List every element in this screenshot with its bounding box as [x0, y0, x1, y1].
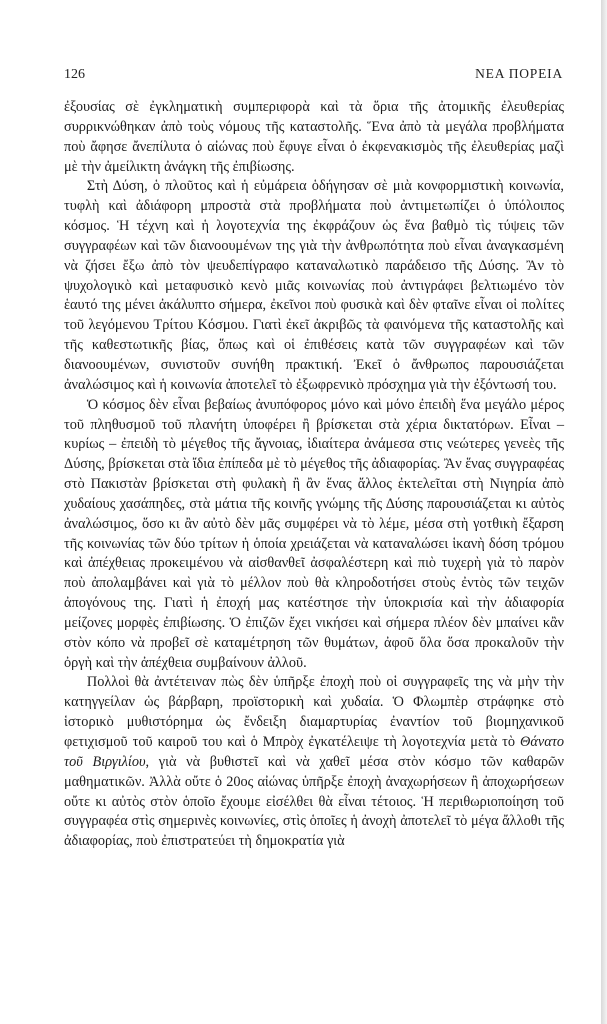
running-head — [64, 66, 563, 83]
page-binding-edge — [601, 0, 607, 1024]
paragraph-4-part-2: , γιὰ νὰ βυθιστεῖ καὶ νὰ χαθεῖ μέσα στὸν κόσμο τῶν καθαρῶν μαθηματικῶν. Ἀλλὰ οὔτε ὁ 20ος αἰώνας ὑπῆρξε ἐποχὴ ἀναχωρήσεων ἢ ἀποχωρήσεων οὔτε κι αὐτὸς στὸν ὁποῖο ἔχουμε εἰσέλθει θὰ εἶναι τέτοιος. Ἡ περιθωριοποίηση τοῦ συγγραφέα στὶς σημερινὲς κοινωνίες, στὶς ὁποῖες ἡ ἀνοχὴ ἀποτελεῖ τὸ μέγα ἄλλοθι τῆς ἀδιαφορίας, ποὺ ἐπιστρατεύει τὴ δημοκρατία γιὰ — [64, 753, 565, 850]
paragraph-1: ἐξουσίας σὲ ἐγκληματικὴ συμπεριφορὰ καὶ τὰ ὅρια τῆς ἀτομικῆς ἐλευθερίας συρρικνώθηκαν ἀπὸ τοὺς νόμους τῆς καταστολῆς. Ἕνα ἀπὸ τὰ μεγάλα προβλήματα ποὺ ἄφησε ἄνεπίλυτα ὁ αἰώνας ποὺ ἔφυγε εἶναι ὁ ἐκφενακισμὸς τῆς ἐλευθερίας μαζὶ μὲ τὴν ἀμείλικτη ἀνάγκη τῆς ἐπιβίωσης. — [64, 99, 564, 175]
page-number: 126 — [64, 67, 85, 82]
running-title: ΝΕΑ ΠΟΡΕΙΑ — [475, 66, 563, 81]
paragraph-2: Στὴ Δύση, ὁ πλοῦτος καὶ ἡ εὐμάρεια ὁδήγησαν σὲ μιὰ κονφορμιστικὴ κοινωνία, τυφλὴ καὶ ἀδιάφορη μπροστὰ στὰ προβλήματα ποὺ ἀντιμετωπίζει ὁ ὑπόλοιπος κόσμος. Ἡ τέχνη καὶ ἡ λογοτεχνία της ἐκφράζουν ὡς ἕνα βαθμὸ τὶς τύψεις τῶν συγγραφέων καὶ τῶν διανοουμένων της γιὰ τὴν ἀνθρωπότητα ποὺ εἶναι ἀναγκασμένη νὰ ζήσει ἔξω ἀπὸ τὸν ψευδεπίγραφο καταναλωτικὸ παράδεισο τῆς Δύσης. Ἂν τὸ ψυχολογικὸ καὶ μεταφυσικὸ κενὸ μιᾶς κοινωνίας ποὺ ἀντιγράφει βελτιωμένο τὸν ἑαυτό της μένει ἀκάλυπτο σήμερα, ἐκεῖνοι ποὺ φυσικὰ καὶ δὲν φταῖνε εἶναι οἱ πολίτες τοῦ λεγόμενου Τρίτου Κόσμου. Γιατὶ ἐκεῖ ἀκριβῶς τὰ φαινόμενα τῆς καταστολῆς καὶ τῆς καθεστωτικῆς βίας, ὅπως καὶ οἱ ἐπιθέσεις κατὰ τῶν συγγραφέων καὶ τῶν διανοουμένων, συνιστοῦν συνήθη πρακτική. Ἐκεῖ ὁ ἄνθρωπος παρουσιάζεται ἀναλώσιμος καὶ ἡ κοινωνία ἀποτελεῖ τὸ ἐξωφρενικὸ πρόσχημα γιὰ τὴν ἐξόντωσή του. — [64, 178, 564, 393]
book-title-italic: Θάνατο τοῦ Βιργιλίου — [64, 734, 564, 770]
paragraph-3: Ὁ κόσμος δὲν εἶναι βεβαίως ἀνυπόφορος μόνο καὶ μόνο ἐπειδὴ ἕνα μεγάλο μέρος τοῦ πληθυσμοῦ τοῦ πλανήτη ὑποφέρει ἢ βρίσκεται στὰ χέρια δικτατόρων. Εἶναι – κυρίως – ἐπειδὴ τὸ μέγεθος τῆς ἄγνοιας, ἰδιαίτερα ἀνάμεσα στις νεώτερες γενεὲς τῆς Δύσης, βρίσκεται στὰ ἴδια ἐπίπεδα μὲ τὸ μέγεθος τῆς ἀδιαφορίας. Ἂν ἕνας συγγραφέας στὸ Πακιστὰν βρίσκεται στὴ φυλακὴ ἢ ἂν ἕνας ἄλλος ἐκτελεῖται στὴ Νιγηρία ἀπὸ χυδαίους χασάπηδες, στὰ μάτια τῆς κοινῆς γνώμης τῆς Δύσης παρουσιάζεται κι αὐτὸς ἀναλώσιμος, ὅσο κι ἂν αὐτὸ δὲν μᾶς συμφέρει νὰ τὸ λέμε, μέσα στὴ γοτθικὴ ἔξαρση τῆς κοινωνίας τῶν δύο τρίτων ἡ ὁποία χρειάζεται νὰ καταναλώσει ἱκανὴ δόση τρόμου καὶ ἀπέχθειας προκειμένου νὰ αἰσθανθεῖ ἀσφαλέστερη καὶ πιὸ τυχερὴ γιὰ τὸ παρὸν ποὺ ἀπολαμβάνει καὶ γιὰ τὸ μέλλον ποὺ θὰ κληροδοτήσει στοὺς ἐντὸς τῶν τειχῶν ἀπογόνους της. Γιατὶ ἡ ἐποχή μας κατέστησε τὴν ὑποκρισία καὶ τὴν ἀδιαφορία μείζονες μορφὲς ἐπιβίωσης. Ὁ ἐπιζῶν ἔχει νικήσει καὶ σήμερα πλέον δὲν μπαίνει κἂν στὸν κόπο νὰ προβεῖ σὲ καταμέτρηση τῶν θυμάτων, ἀφοῦ ὅλα ὅσα προκαλοῦν τὴν ὀργὴ καὶ τὴν ἀπέχθεια συμβαίνουν ἀλλοῦ. — [64, 396, 564, 671]
paragraph-4 — [64, 673, 564, 852]
paragraph-4-part-1: Πολλοὶ θὰ ἀντέτειναν πὼς δὲν ὑπῆρξε ἐποχὴ ποὺ οἱ συγγραφεῖς της νὰ μὴν τὴν κατηγγείλαν ὡς βάρβαρη, προϊστορικὴ καὶ χυδαία. Ὁ Φλωμπὲρ στράφηκε στὸ ἱστορικὸ μυθιστόρημα ὡς ἔνδειξη διαμαρτυρίας ἐναντίον τοῦ βιομηχανικοῦ φετιχισμοῦ τοῦ καιροῦ του καὶ ὁ Μπρὸχ ἐγκατέλειψε τὴ λογοτεχνία μετὰ τὸ — [64, 674, 564, 750]
body-text — [64, 98, 564, 852]
